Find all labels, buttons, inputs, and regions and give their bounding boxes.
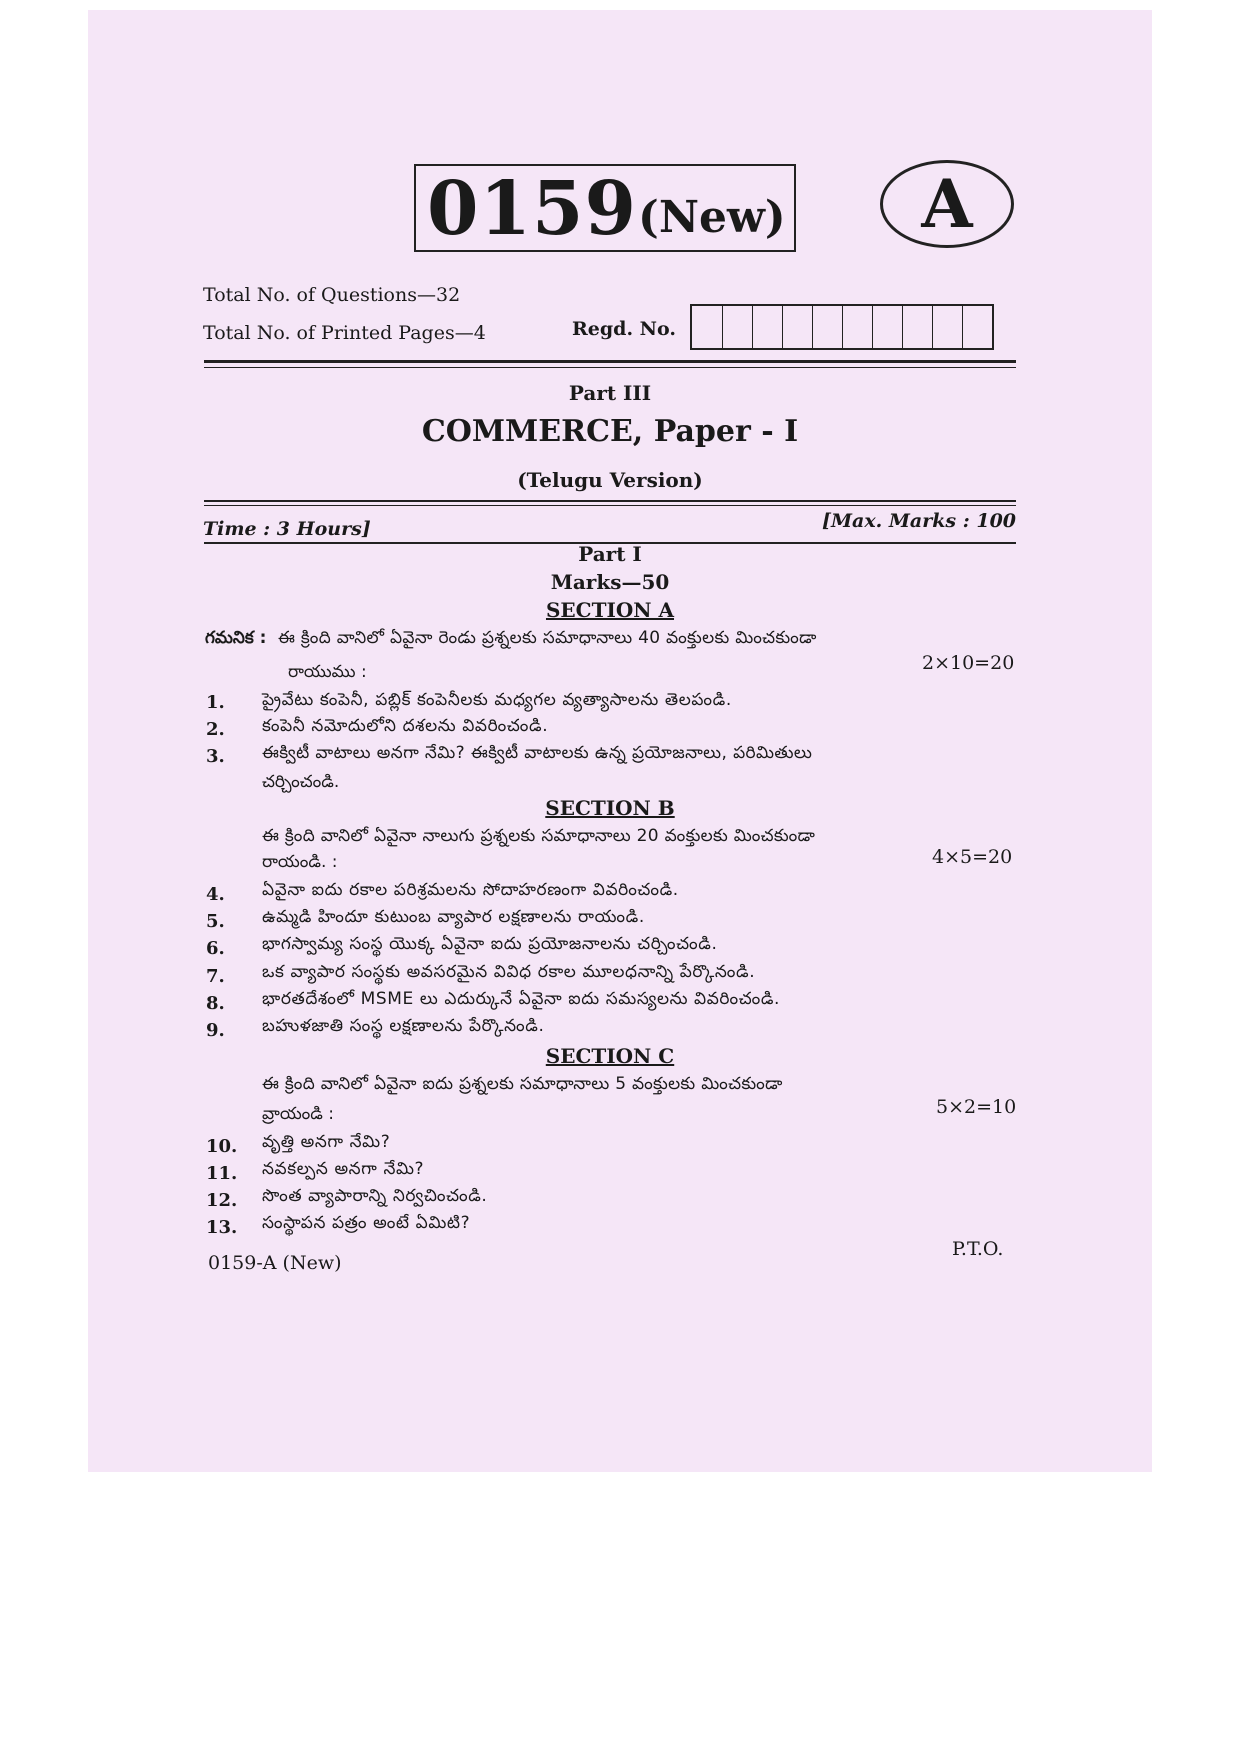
question-set-badge (880, 160, 1014, 248)
question-number: 4. (206, 884, 225, 905)
section-c-heading: SECTION C (545, 1044, 675, 1068)
section-c-marks: 5×2=10 (936, 1096, 1017, 1118)
section-b-instruction-cont: రాయండి. : (262, 852, 338, 872)
section-b-marks: 4×5=20 (932, 846, 1013, 868)
regd-no-boxes (690, 304, 994, 350)
question-text: భారతదేశంలో MSME లు ఎదుర్కునే ఏవైనా ఐదు సమస్యలను వివరించండి. (262, 989, 781, 1009)
section-c-instruction: ఈ క్రింది వానిలో ఏవైనా ఐదు ప్రశ్నలకు సమాధానాలు 5 వంక్తులకు మించకుండా (262, 1074, 783, 1094)
part-label: Part III (568, 381, 652, 405)
pto-label: P.T.O. (952, 1238, 1004, 1260)
question-text: బహుళజాతి సంస్థ లక్షణాలను పేర్కొనండి. (262, 1016, 545, 1036)
section-b-heading: SECTION B (545, 796, 675, 820)
question-text: ఏవైనా ఐదు రకాల పరిశ్రమలను సోదాహరణంగా వివరించండి. (262, 880, 679, 900)
version-label: (Telugu Version) (517, 468, 703, 492)
time-label: Time : 3 Hours] (203, 518, 371, 540)
section-a-instruction: ఈ క్రింది వానిలో ఏవైనా రెండు ప్రశ్నలకు సమాధానాలు 40 వంక్తులకు మించకుండా (278, 628, 817, 648)
section-c-instruction-cont: వ్రాయండి : (262, 1104, 335, 1124)
question-text: ఈక్విటీ వాటాలు అనగా నేమి? ఈక్విటీ వాటాలకు ఉన్న ప్రయోజనాలు, పరిమితులు (262, 743, 813, 763)
question-text: నవకల్పన అనగా నేమి? (262, 1159, 425, 1179)
section-a-instruction-cont: రాయుము : (288, 662, 367, 682)
section-b-instruction: ఈ క్రింది వానిలో ఏవైనా నాలుగు ప్రశ్నలకు సమాధానాలు 20 వంక్తులకు మించకుండా (262, 826, 816, 846)
question-text: ఒక వ్యాపార సంస్థకు అవసరమైన వివిధ రకాల మూలధనాన్ని పేర్కొనండి. (262, 962, 756, 982)
footer-code: 0159-A (New) (208, 1252, 342, 1274)
paper-variant: (New) (638, 192, 786, 243)
question-set-letter: A (921, 165, 973, 243)
header-divider-top (204, 360, 1016, 363)
question-number: 3. (206, 746, 225, 767)
total-pages: Total No. of Printed Pages—4 (203, 322, 486, 344)
question-number: 12. (206, 1190, 238, 1211)
question-text-cont: చర్చించండి. (262, 772, 340, 792)
time-divider-thin (204, 505, 1016, 506)
subject-title: COMMERCE, Paper - I (421, 414, 799, 449)
question-number: 8. (206, 993, 225, 1014)
question-number: 7. (206, 966, 225, 987)
question-text: వృత్తి అనగా నేమి? (262, 1132, 391, 1152)
question-number: 6. (206, 938, 225, 959)
regd-no-label: Regd. No. (572, 318, 676, 340)
question-number: 2. (206, 719, 225, 740)
max-marks-label: [Max. Marks : 100 (822, 510, 1017, 532)
question-number: 13. (206, 1217, 238, 1238)
question-text: ఉమ్మడి హిందూ కుటుంబ వ్యాపార లక్షణాలను రాయండి. (262, 907, 645, 927)
section-a-note-label: గమనిక : (205, 628, 267, 648)
question-text: కంపెనీ నమోదులోని దశలను వివరించండి. (262, 716, 549, 736)
section-a-marks: 2×10=20 (922, 652, 1015, 674)
question-text: ప్రైవేటు కంపెనీ, పబ్లిక్ కంపెనీలకు మధ్యగల వ్యత్యాసాలను తెలపండి. (262, 690, 732, 710)
header-divider-thin (204, 367, 1016, 368)
question-number: 9. (206, 1020, 225, 1041)
question-number: 10. (206, 1136, 238, 1157)
part-one-label: Part I (578, 542, 642, 566)
section-a-heading: SECTION A (545, 598, 675, 622)
question-number: 5. (206, 911, 225, 932)
question-number: 1. (206, 692, 225, 713)
paper-code: 0159 (427, 166, 637, 252)
time-divider-top (204, 500, 1016, 502)
question-text: భాగస్వామ్య సంస్థ యొక్క ఏవైనా ఐదు ప్రయోజనాలను చర్చించండి. (262, 934, 718, 954)
part-one-marks: Marks—50 (550, 570, 670, 594)
total-questions: Total No. of Questions—32 (203, 284, 461, 306)
question-text: సంస్థాపన పత్రం అంటే ఏమిటి? (262, 1213, 471, 1233)
question-number: 11. (206, 1163, 238, 1184)
question-text: సొంత వ్యాపారాన్ని నిర్వచించండి. (262, 1186, 488, 1206)
